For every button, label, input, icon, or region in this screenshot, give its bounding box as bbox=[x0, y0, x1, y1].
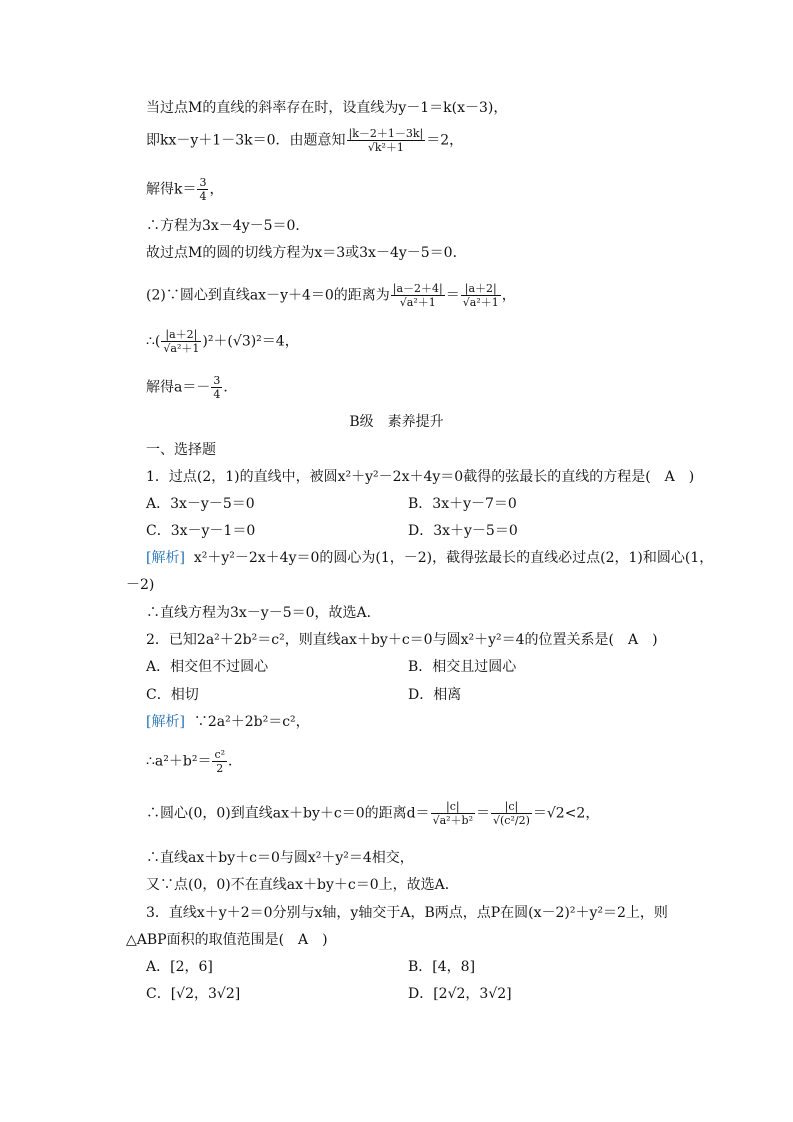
text-segment: ∴a²＋b²＝ bbox=[146, 753, 212, 770]
analysis-tag: [解析] bbox=[146, 714, 185, 730]
fraction-denominator: √a²＋1 bbox=[163, 342, 200, 355]
fraction bbox=[431, 800, 475, 827]
question-stem: 1．过点(2，1)的直线中，被圆x²＋y²－2x＋4y＝0截得的弦最长的直线的方程是( A ) bbox=[146, 469, 695, 485]
option-a: A．相交但不过圆心 bbox=[146, 659, 269, 675]
fraction bbox=[391, 282, 445, 309]
fraction bbox=[211, 374, 222, 401]
fraction-numerator: c² bbox=[214, 748, 226, 761]
text-segment: 解得k＝ bbox=[146, 181, 197, 198]
text-segment: ＝ bbox=[445, 287, 460, 304]
option-b: B．3x＋y－7＝0 bbox=[408, 496, 517, 512]
fraction-numerator: 3 bbox=[213, 374, 221, 387]
fraction bbox=[161, 328, 201, 355]
section-heading: B级 素养提升 bbox=[349, 414, 444, 430]
fraction-numerator: |k－2＋1－3k| bbox=[348, 127, 424, 140]
option-c: C．3x－y－1＝0 bbox=[146, 523, 256, 539]
text-segment: ． bbox=[223, 379, 238, 396]
fraction bbox=[491, 800, 532, 827]
option-a: A．3x－y－5＝0 bbox=[146, 496, 255, 512]
text-segment: ∴圆心(0，0)到直线ax＋by＋c＝0的距离d＝ bbox=[146, 805, 430, 822]
option-c: C．相切 bbox=[146, 687, 199, 703]
text-segment: x²＋y²－2x＋4y＝0的圆心为(1，－2)，截得弦最长的直线必过点(2，1)和圆心(1， bbox=[193, 550, 714, 566]
option-d: D．3x＋y－5＝0 bbox=[408, 523, 518, 539]
option-c: C．[√2，3√2] bbox=[146, 986, 241, 1002]
fraction-denominator: √a²＋b² bbox=[432, 814, 473, 827]
text-segment: ∵2a²＋2b²＝c²， bbox=[193, 714, 310, 730]
solution-line: ∴方程为3x－4y－5＝0． bbox=[146, 218, 310, 234]
analysis-line: －2) bbox=[126, 577, 155, 593]
text-segment: (2)∵圆心到直线ax－y＋4＝0的距离为 bbox=[146, 287, 390, 304]
text-segment: ∴( bbox=[146, 333, 161, 350]
text-segment: ＝2， bbox=[426, 132, 464, 149]
analysis-tag: [解析] bbox=[146, 550, 185, 566]
fraction-numerator: |a＋2| bbox=[461, 282, 501, 296]
fraction-denominator: √a²＋1 bbox=[399, 296, 436, 309]
fraction-numerator: |c| bbox=[431, 800, 475, 814]
fraction-numerator: |a－2＋4| bbox=[392, 282, 443, 295]
option-a: A．[2，6] bbox=[146, 959, 213, 975]
analysis-line bbox=[146, 549, 713, 567]
fraction-numerator: |a＋2| bbox=[161, 328, 201, 342]
option-d: D．[2√2，3√2] bbox=[408, 986, 512, 1002]
text-segment: 即kx－y＋1－3k＝0．由题意知 bbox=[146, 132, 346, 149]
question-type-heading: 一、选择题 bbox=[146, 442, 216, 458]
question-stem: △ABP面积的取值范围是( A ) bbox=[126, 932, 328, 948]
conclusion-line: ∴直线方程为3x－y－5＝0，故选A． bbox=[146, 605, 381, 621]
text-segment: 解得a＝－ bbox=[146, 379, 211, 396]
option-b: B．[4，8] bbox=[408, 959, 476, 975]
text-segment: ＝√2<2， bbox=[532, 805, 600, 822]
text-segment: ． bbox=[228, 753, 243, 770]
question-stem: 3．直线x＋y＋2＝0分别与x轴，y轴交于A，B两点，点P在圆(x－2)²＋y²＝2上，则 bbox=[146, 905, 668, 921]
text-segment: )²＋(√3)²＝4， bbox=[202, 333, 299, 350]
question-stem: 2．已知2a²＋2b²＝c²，则直线ax＋by＋c＝0与圆x²＋y²＝4的位置关系是( A ) bbox=[146, 632, 658, 648]
fraction-numerator: 3 bbox=[199, 176, 207, 189]
fraction bbox=[197, 176, 208, 203]
option-d: D．相离 bbox=[408, 687, 462, 703]
fraction-denominator: √(c²/2) bbox=[493, 814, 530, 827]
fraction-denominator: 4 bbox=[199, 190, 207, 203]
text-segment: ， bbox=[501, 287, 516, 304]
solution-line bbox=[146, 176, 223, 203]
text-segment: ， bbox=[209, 181, 224, 198]
fraction-denominator: 2 bbox=[216, 762, 224, 775]
fraction-denominator: 4 bbox=[213, 388, 221, 401]
option-b: B．相交且过圆心 bbox=[408, 659, 517, 675]
fraction-numerator: |c| bbox=[491, 800, 532, 814]
fraction bbox=[347, 127, 426, 154]
fraction-denominator: √k²＋1 bbox=[367, 141, 404, 154]
analysis-line: 又∵点(0，0)不在直线ax＋by＋c＝0上，故选A． bbox=[146, 877, 459, 893]
solution-line: 当过点M的直线的斜率存在时，设直线为y－1＝k(x－3)， bbox=[146, 100, 508, 116]
fraction-denominator: √a²＋1 bbox=[462, 296, 499, 309]
analysis-line bbox=[146, 800, 599, 827]
text-segment: ＝ bbox=[476, 805, 490, 822]
fraction bbox=[212, 748, 227, 775]
solution-line bbox=[146, 282, 516, 309]
analysis-line bbox=[146, 713, 310, 731]
solution-line bbox=[146, 328, 299, 355]
analysis-line bbox=[146, 748, 242, 775]
analysis-line: ∴直线ax＋by＋c＝0与圆x²＋y²＝4相交， bbox=[146, 850, 414, 866]
solution-line bbox=[146, 374, 237, 401]
fraction bbox=[461, 282, 501, 309]
solution-line: 故过点M的圆的切线方程为x＝3或3x－4y－5＝0． bbox=[146, 245, 467, 261]
solution-line bbox=[146, 127, 463, 154]
